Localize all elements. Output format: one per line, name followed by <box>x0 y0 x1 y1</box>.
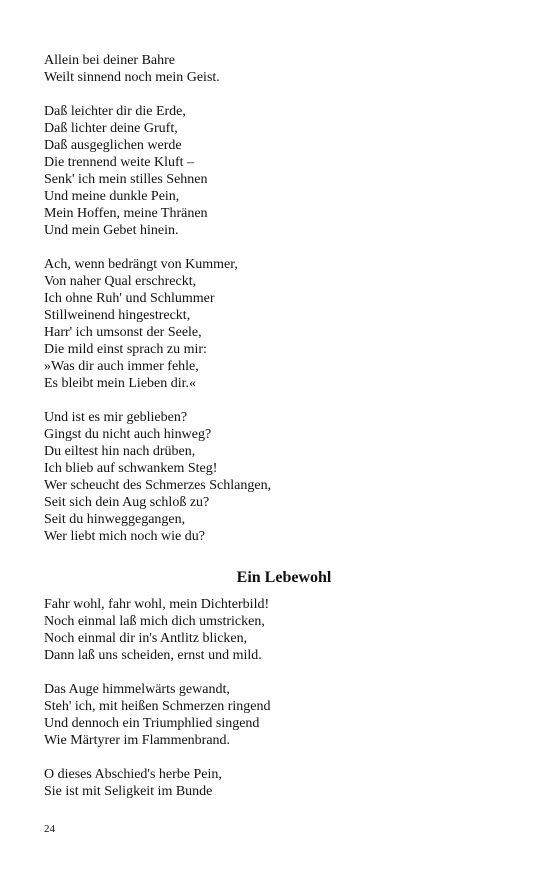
verse-line: Allein bei deiner Bahre <box>44 53 176 68</box>
poem1-stanza-3 <box>44 256 514 392</box>
verse-line: Wie Märtyrer im Flammenbrand. <box>44 733 231 748</box>
verse-line: Daß leichter dir die Erde, <box>44 104 186 119</box>
poem2-stanza-1 <box>44 596 514 664</box>
verse-line: Du eiltest hin nach drüben, <box>44 444 196 459</box>
poem1-stanza-2 <box>44 103 514 239</box>
verse-line: Noch einmal laß mich dich umstricken, <box>44 614 265 629</box>
verse-line: Wer scheucht des Schmerzes Schlangen, <box>44 478 272 493</box>
verse-line: Mein Hoffen, meine Thränen <box>44 206 208 221</box>
verse-line: Steh' ich, mit heißen Schmerzen ringend <box>44 699 271 714</box>
verse-line: Seit sich dein Aug schloß zu? <box>44 495 210 510</box>
verse-line: Und dennoch ein Triumphlied singend <box>44 716 260 731</box>
poem1-stanza-4 <box>44 409 514 545</box>
verse-line: Senk' ich mein stilles Sehnen <box>44 172 208 187</box>
verse-line: Die trennend weite Kluft – <box>44 155 195 170</box>
verse-line: Das Auge himmelwärts gewandt, <box>44 682 230 697</box>
verse-line: Daß ausgeglichen werde <box>44 138 182 153</box>
verse-line: Ich blieb auf schwankem Steg! <box>44 461 218 476</box>
poem2-stanza-3 <box>44 766 514 800</box>
verse-line: Harr' ich umsonst der Seele, <box>44 325 202 340</box>
page-number: 24 <box>44 823 55 835</box>
verse-line: Ach, wenn bedrängt von Kummer, <box>44 257 238 272</box>
verse-line: »Was dir auch immer fehle, <box>44 359 199 374</box>
verse-line: Und mein Gebet hinein. <box>44 223 179 238</box>
poem-title: Ein Lebewohl <box>236 569 332 586</box>
verse-line: Daß lichter deine Gruft, <box>44 121 178 136</box>
verse-line: Noch einmal dir in's Antlitz blicken, <box>44 631 248 646</box>
verse-line: Die mild einst sprach zu mir: <box>44 342 207 357</box>
verse-line: Stillweinend hingestreckt, <box>44 308 191 323</box>
poem1-stanza-1 <box>44 52 514 86</box>
verse-line: Fahr wohl, fahr wohl, mein Dichterbild! <box>44 597 270 612</box>
poem2-stanza-2 <box>44 681 514 749</box>
verse-line: Und meine dunkle Pein, <box>44 189 180 204</box>
page-body <box>44 52 514 817</box>
verse-line: Weilt sinnend noch mein Geist. <box>44 70 220 85</box>
verse-line: Es bleibt mein Lieben dir.« <box>44 376 197 391</box>
verse-line: Dann laß uns scheiden, ernst und mild. <box>44 648 262 663</box>
verse-line: Seit du hinweggegangen, <box>44 512 186 527</box>
verse-line: Wer liebt mich noch wie du? <box>44 529 205 544</box>
verse-line: Ich ohne Ruh' und Schlummer <box>44 291 215 306</box>
verse-line: O dieses Abschied's herbe Pein, <box>44 767 222 782</box>
verse-line: Gingst du nicht auch hinweg? <box>44 427 212 442</box>
verse-line: Und ist es mir geblieben? <box>44 410 188 425</box>
verse-line: Sie ist mit Seligkeit im Bunde <box>44 784 213 799</box>
verse-line: Von naher Qual erschreckt, <box>44 274 197 289</box>
